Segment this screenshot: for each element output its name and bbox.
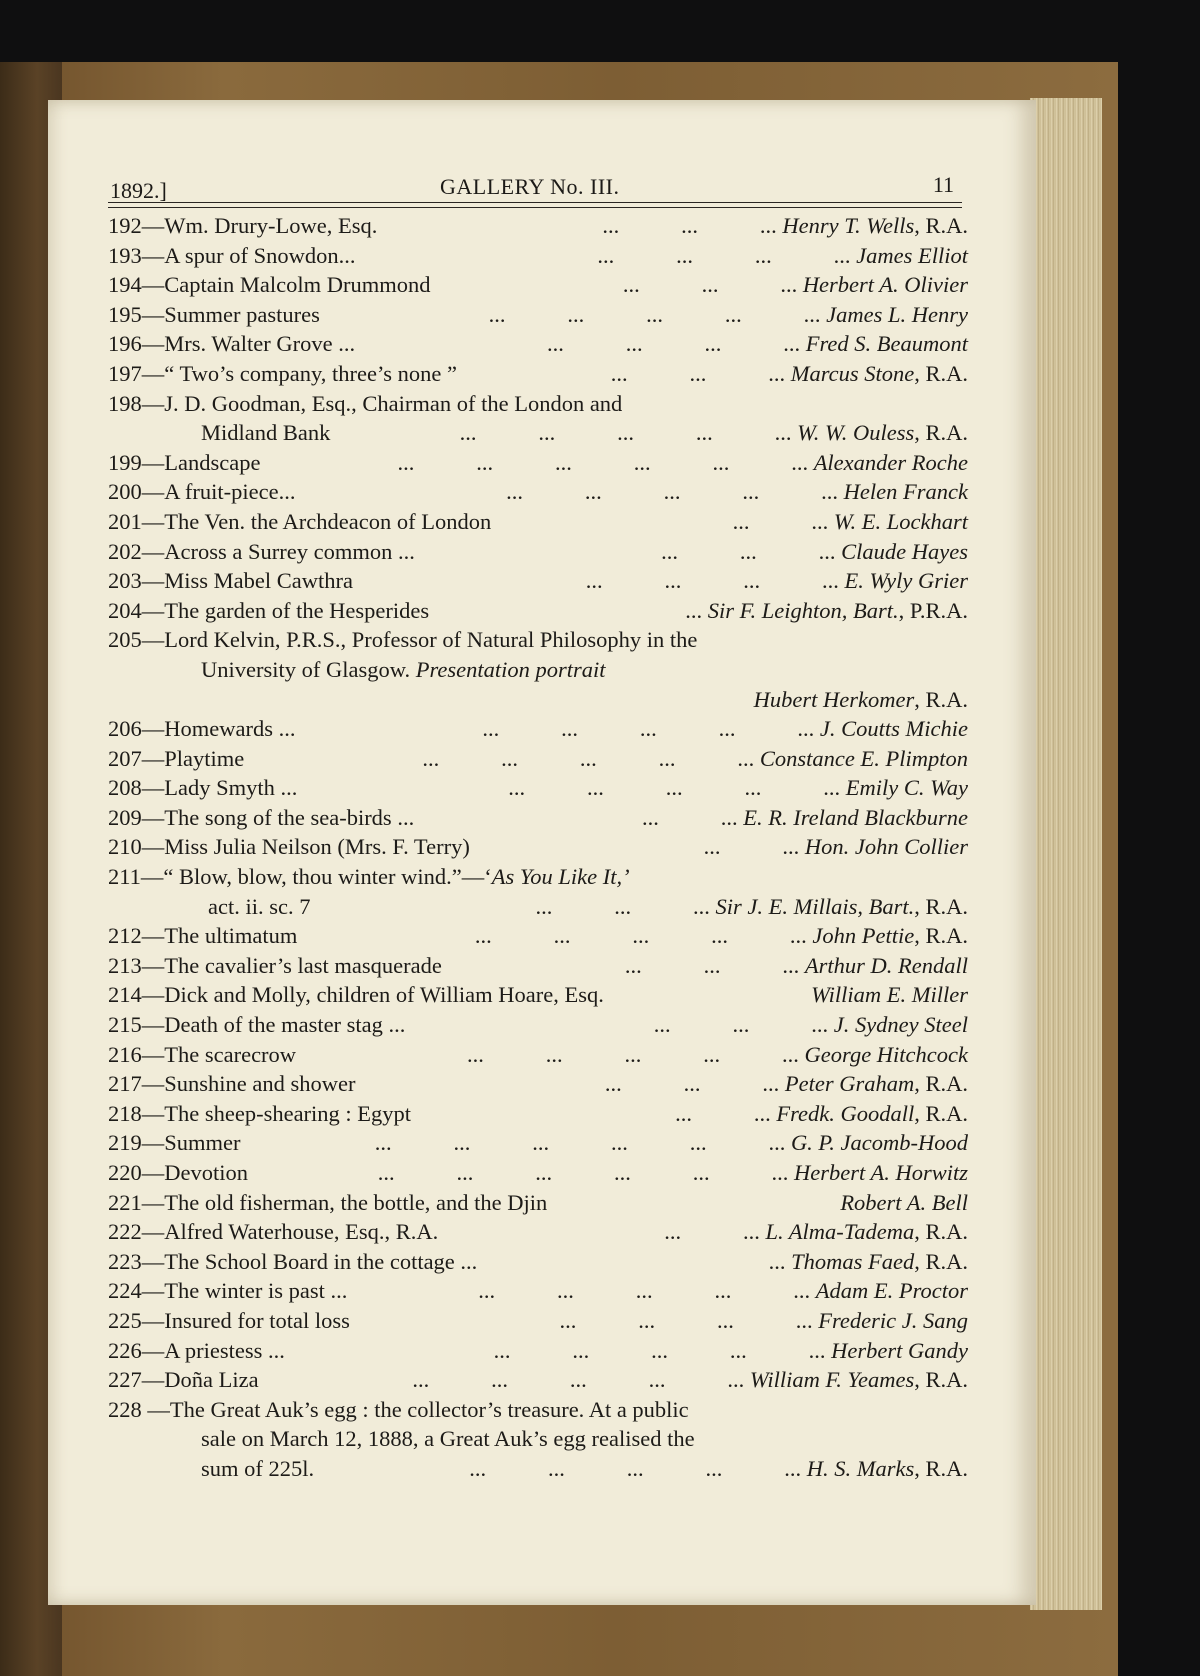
entry-title: 223—The School Board in the cottage ... — [108, 1248, 478, 1274]
leader-dots: ... ... ... — [602, 213, 777, 238]
artist-name: William F. Yeames — [749, 1367, 915, 1393]
entry-artist — [811, 982, 968, 1008]
entry-artist — [704, 834, 968, 860]
artist-name: Helen Franck — [843, 479, 968, 505]
artist-name: Constance E. Plimpton — [759, 745, 968, 771]
artist-name: H. S. Marks — [806, 1455, 915, 1481]
entry-title: 215—Death of the master stag ... — [108, 1012, 406, 1038]
leader-dots: ... ... ... ... — [585, 568, 839, 594]
entry-artist — [664, 1219, 968, 1245]
catalogue-line — [108, 625, 968, 655]
entry-artist — [625, 953, 968, 979]
entry-title: 196—Mrs. Walter Grove ... — [108, 331, 356, 357]
entry-title: 228 —The Great Auk’s egg : the collector’s treasure. At a public — [108, 1396, 689, 1422]
catalogue-line — [108, 1099, 968, 1129]
leader-dots: ... ... ... ... ... — [493, 1337, 826, 1363]
entry-title: 220—Devotion — [108, 1160, 248, 1185]
catalogue-line — [108, 892, 968, 922]
entry-artist — [623, 272, 968, 298]
catalogue-line — [108, 1010, 968, 1040]
entry-artist — [422, 746, 968, 772]
catalogue-line — [108, 1247, 968, 1277]
entry-title: 210—Miss Julia Neilson (Mrs. F. Terry) — [108, 834, 470, 860]
leader-dots: ... ... ... ... ... — [488, 301, 821, 327]
leader-dots: ... ... ... ... ... — [478, 1278, 811, 1304]
leader-dots: ... ... ... — [604, 1071, 780, 1097]
entry-artist — [475, 923, 968, 949]
catalogue-line — [108, 1336, 968, 1366]
leader-dots: ... ... ... ... ... ... — [377, 1160, 789, 1185]
catalogue-line — [108, 714, 968, 744]
artist-name: Herbert Gandy — [831, 1337, 968, 1363]
artist-name: J. Sydney Steel — [833, 1012, 968, 1038]
catalogue-line — [108, 270, 968, 300]
leader-dots: ... ... ... ... ... ... — [397, 449, 809, 475]
entry-quote-source: As You Like It,’ — [491, 864, 630, 890]
entry-artist — [547, 331, 968, 357]
entry-note: Presentation portrait — [415, 656, 606, 682]
entry-title: 204—The garden of the Hesperides — [108, 597, 430, 623]
entry-artist — [478, 1278, 968, 1304]
header-gallery-title: GALLERY No. III. — [440, 174, 620, 199]
catalogue-line — [108, 596, 968, 626]
artist-suffix: , R.A. — [914, 686, 968, 712]
catalogue-line — [108, 329, 968, 359]
artist-name: Hubert Herkomer — [753, 686, 915, 712]
entry-title: 207—Playtime — [108, 745, 245, 771]
artist-name: Adam E. Proctor — [815, 1278, 968, 1304]
artist-suffix: , R.A. — [914, 1248, 968, 1274]
leader-dots: ... ... ... ... ... — [459, 420, 792, 446]
artist-name: Marcus Stone — [790, 360, 915, 386]
leader-dots: ... — [685, 597, 703, 623]
entry-artist — [397, 450, 968, 476]
catalogue-line — [108, 448, 968, 478]
catalogue-line — [108, 803, 968, 833]
entry-title: sale on March 12, 1888, a Great Auk’s egg realised the — [201, 1426, 695, 1452]
entry-artist — [489, 302, 968, 328]
catalogue-line — [108, 537, 968, 567]
leader-dots: ... ... ... ... ... — [506, 479, 839, 505]
leader-dots: ... ... ... ... — [546, 331, 801, 357]
entry-artist — [605, 1071, 968, 1097]
catalogue-line — [108, 1395, 968, 1425]
leader-dots: ... ... — [732, 508, 829, 534]
artist-suffix: , R.A. — [914, 420, 968, 446]
artist-suffix: , R.A. — [914, 1100, 968, 1126]
artist-name: Sir J. E. Millais, Bart. — [715, 893, 915, 919]
entry-artist — [467, 1042, 968, 1068]
leader-dots: ... ... ... — [624, 952, 800, 978]
catalogue-line — [108, 685, 968, 715]
catalogue-line — [108, 389, 968, 419]
artist-name: Alexander Roche — [813, 449, 968, 475]
entry-title: act. ii. sc. 7 — [208, 893, 311, 919]
artist-name: Hon. John Collier — [804, 834, 968, 860]
entry-title: 198—J. D. Goodman, Esq., Chairman of the London and — [108, 390, 623, 416]
catalogue-line — [108, 1188, 968, 1218]
artist-name: William E. Miller — [811, 982, 968, 1008]
leader-dots: ... ... ... ... ... — [412, 1367, 745, 1393]
artist-name: Thomas Faed — [791, 1248, 915, 1274]
entry-artist — [642, 805, 968, 831]
catalogue-line — [108, 1306, 968, 1336]
artist-name: W. W. Ouless — [797, 420, 915, 446]
entry-artist — [460, 420, 968, 446]
leader-dots: ... ... ... ... — [597, 242, 851, 268]
entry-title: 206—Homewards ... — [108, 716, 296, 742]
leader-dots: ... ... ... — [661, 538, 836, 564]
leader-dots: ... ... ... ... ... — [482, 716, 815, 742]
catalogue-line — [108, 418, 968, 448]
entry-title: Midland Bank — [201, 420, 331, 446]
catalogue-line — [108, 1454, 968, 1484]
catalogue-line — [108, 359, 968, 389]
leader-dots: ... ... ... ... ... — [508, 775, 841, 801]
leader-dots: ... ... ... — [653, 1012, 829, 1038]
leader-dots: ... ... ... ... ... — [469, 1455, 802, 1481]
entry-title: 213—The cavalier’s last masquerade — [108, 952, 442, 978]
leader-dots: ... — [768, 1248, 786, 1274]
catalogue-line — [108, 1069, 968, 1099]
artist-name: Claude Hayes — [841, 538, 968, 564]
entry-artist — [754, 687, 968, 713]
artist-name: E. Wyly Grier — [844, 568, 968, 594]
entry-title: 195—Summer pastures — [108, 301, 320, 327]
entry-artist — [611, 361, 968, 387]
leader-dots: ... ... — [642, 804, 738, 830]
catalogue-line — [108, 1158, 968, 1188]
header-rule — [108, 202, 962, 208]
artist-name: Robert A. Bell — [840, 1189, 968, 1215]
entry-artist — [602, 213, 968, 239]
catalogue-line — [108, 507, 968, 537]
catalogue-line — [108, 951, 968, 981]
artist-name: Peter Graham — [784, 1071, 915, 1097]
catalogue-line — [108, 1128, 968, 1158]
entry-artist — [469, 1456, 968, 1482]
leader-dots: ... ... ... ... — [559, 1307, 813, 1333]
entry-title: 203—Miss Mabel Cawthra — [108, 568, 353, 594]
entry-title: 224—The winter is past ... — [108, 1278, 348, 1304]
artist-suffix: , R.A. — [914, 1219, 968, 1245]
artist-suffix: , R.A. — [914, 1455, 968, 1481]
entry-title: 212—The ultimatum — [108, 923, 298, 949]
entry-title: 218—The sheep-shearing : Egypt — [108, 1100, 412, 1126]
printed-page — [48, 100, 1036, 1605]
catalogue-line — [108, 1276, 968, 1306]
entry-title: 193—A spur of Snowdon... — [108, 242, 356, 268]
catalogue-line — [108, 744, 968, 774]
entry-artist — [733, 509, 968, 535]
leader-dots: ... ... ... — [535, 893, 710, 919]
artist-name: W. E. Lockhart — [833, 508, 968, 534]
leader-dots: ... ... — [703, 834, 800, 860]
catalogue-line — [108, 566, 968, 596]
entry-title: 217—Sunshine and shower — [108, 1071, 356, 1097]
artist-name: Herbert A. Olivier — [802, 272, 968, 298]
entry-artist — [654, 1012, 968, 1038]
page-header — [110, 172, 960, 204]
artist-name: Arthur D. Rendall — [804, 952, 968, 978]
entry-artist — [597, 243, 968, 269]
artist-name: George Hitchcock — [804, 1041, 968, 1067]
entry-artist — [661, 539, 968, 565]
entry-artist — [675, 1101, 968, 1127]
artist-name: Herbert A. Horwitz — [794, 1160, 968, 1185]
artist-suffix: , P.R.A. — [898, 597, 968, 623]
entry-title: 216—The scarecrow — [108, 1041, 297, 1067]
leader-dots: ... ... ... — [610, 360, 786, 386]
entry-title: 201—The Ven. the Archdeacon of London — [108, 508, 492, 534]
catalogue-line — [108, 1217, 968, 1247]
header-page-number: 11 — [932, 172, 954, 197]
entry-title: 219—Summer — [108, 1130, 241, 1156]
entry-title: 202—Across a Surrey common ... — [108, 538, 415, 564]
entry-title: 225—Insured for total loss — [108, 1307, 350, 1333]
entry-title: 222—Alfred Waterhouse, Esq., R.A. — [108, 1219, 439, 1245]
entry-title: 208—Lady Smyth ... — [108, 775, 298, 801]
catalogue-line — [108, 1424, 968, 1454]
entry-title: 192—Wm. Drury-Lowe, Esq. — [108, 213, 378, 238]
catalogue-line — [108, 921, 968, 951]
artist-name: Fred S. Beaumont — [805, 331, 968, 357]
header-year: 1892.] — [110, 178, 167, 203]
artist-name: G. P. Jacomb-Hood — [790, 1130, 968, 1156]
entry-artist — [840, 1190, 968, 1216]
artist-suffix: , R.A. — [914, 1367, 968, 1393]
artist-suffix: , R.A. — [914, 1071, 968, 1097]
catalogue-line — [108, 832, 968, 862]
leader-dots: ... ... — [675, 1100, 771, 1126]
artist-name: J. Coutts Michie — [819, 716, 968, 742]
entry-title: 209—The song of the sea-birds ... — [108, 804, 415, 830]
entry-title: 211—“ Blow, blow, thou winter wind.”—‘As You Like It,’ — [108, 864, 630, 890]
catalogue-entries — [108, 211, 968, 1484]
entry-artist — [375, 1130, 968, 1156]
entry-title: sum of 225l. — [201, 1455, 315, 1481]
entry-artist — [535, 894, 968, 920]
entry-artist — [769, 1249, 968, 1275]
leader-dots: ... ... ... ... ... — [474, 923, 807, 949]
entry-artist — [508, 775, 968, 801]
entry-artist — [378, 1160, 968, 1186]
catalogue-line — [108, 773, 968, 803]
entry-title: 226—A priestess ... — [108, 1337, 285, 1363]
artist-name: L. Alma-Tadema — [765, 1219, 915, 1245]
entry-title: 205—Lord Kelvin, P.R.S., Professor of Natural Philosophy in the — [108, 627, 698, 653]
catalogue-line — [108, 1040, 968, 1070]
artist-name: Henry T. Wells — [782, 213, 915, 238]
entry-artist — [482, 716, 968, 742]
catalogue-line — [108, 477, 968, 507]
entry-title: 199—Landscape — [108, 449, 261, 475]
artist-name: Fredk. Goodall — [776, 1100, 915, 1126]
entry-artist — [494, 1338, 968, 1364]
entry-title: 197—“ Two’s company, three’s none ” — [108, 360, 457, 386]
entry-title: 221—The old fisherman, the bottle, and the Djin — [108, 1189, 548, 1215]
artist-name: E. R. Ireland Blackburne — [743, 804, 968, 830]
leader-dots: ... ... ... ... ... — [422, 745, 755, 771]
catalogue-line — [108, 862, 968, 892]
leader-dots: ... ... — [664, 1219, 760, 1245]
artist-suffix: , R.A. — [914, 893, 968, 919]
leader-dots: ... ... ... ... ... — [467, 1041, 799, 1067]
catalogue-line — [108, 655, 968, 685]
artist-name: John Pettie — [812, 923, 915, 949]
leader-dots: ... ... ... — [622, 272, 798, 298]
catalogue-line — [108, 211, 968, 241]
entry-artist — [586, 568, 968, 594]
artist-name: James L. Henry — [826, 301, 968, 327]
artist-suffix: , R.A. — [914, 360, 968, 386]
entry-artist — [685, 598, 968, 624]
entry-title: 194—Captain Malcolm Drummond — [108, 272, 431, 298]
entry-artist — [506, 479, 968, 505]
entry-title: 214—Dick and Molly, children of William Hoare, Esq. — [108, 982, 604, 1008]
artist-name: Emily C. Way — [845, 775, 968, 801]
entry-artist — [560, 1308, 969, 1334]
artist-name: James Elliot — [856, 242, 968, 268]
catalogue-line — [108, 241, 968, 271]
artist-name: Sir F. Leighton, Bart. — [707, 597, 899, 623]
entry-title: 227—Doña Liza — [108, 1367, 259, 1393]
catalogue-line — [108, 1365, 968, 1395]
artist-suffix: , R.A. — [914, 213, 968, 238]
entry-title: 200—A fruit-piece... — [108, 479, 296, 505]
entry-artist — [412, 1367, 968, 1393]
leader-dots: ... ... ... ... ... ... — [374, 1130, 786, 1156]
catalogue-line — [108, 980, 968, 1010]
artist-suffix: , R.A. — [914, 923, 968, 949]
catalogue-line — [108, 300, 968, 330]
page-block-edge — [1030, 98, 1102, 1610]
artist-name: Frederic J. Sang — [818, 1307, 968, 1333]
entry-title: University of Glasgow. Presentation portrait — [201, 656, 606, 682]
